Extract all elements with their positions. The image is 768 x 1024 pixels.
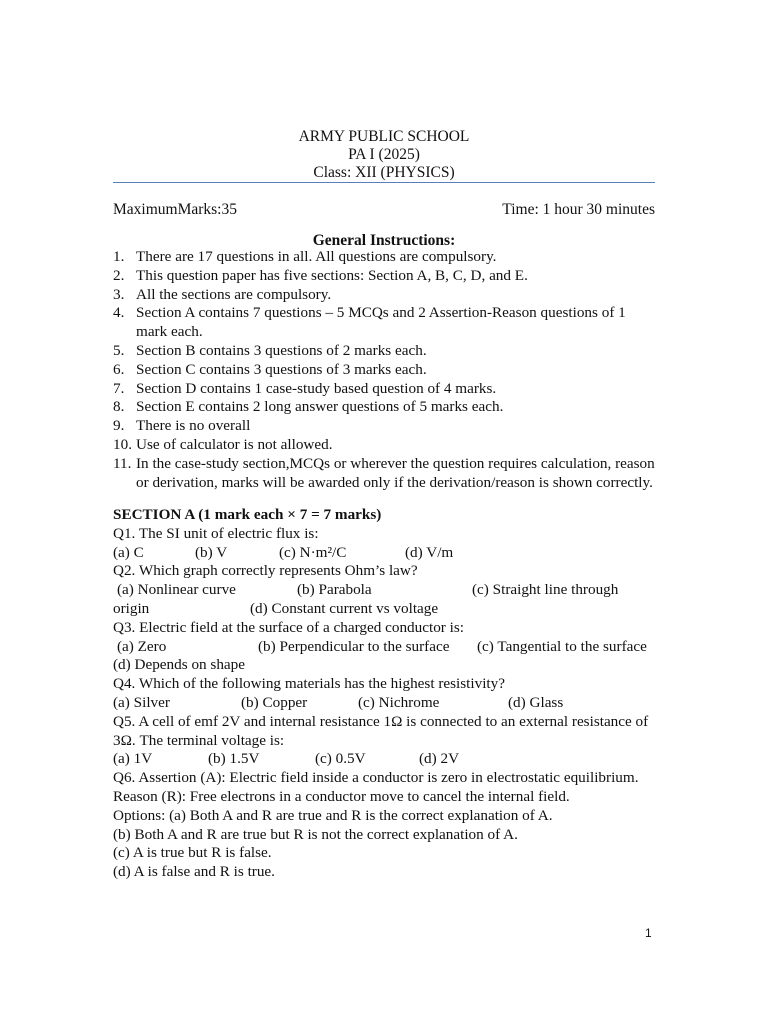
question-q6-assertion: Q6. Assertion (A): Electric field inside a conductor is zero in electrostatic equilibrium. [113, 769, 639, 787]
q6-option-c: (c) A is true but R is false. [113, 844, 272, 862]
q6-option-d: (d) A is false and R is true. [113, 863, 275, 881]
question-q6-reason: Reason (R): Free electrons in a conductor move to cancel the internal field. [113, 787, 570, 805]
q1-option-c: (c) N·m²/C [279, 543, 347, 561]
q1-option-a: (a) C [113, 543, 144, 561]
q2-option-c-cont: origin [113, 599, 150, 617]
instruction-text: Section B contains 3 questions of 2 marks each. [136, 341, 427, 359]
instruction-item [113, 267, 658, 286]
instruction-number: 11. [113, 454, 132, 472]
instruction-item [113, 342, 658, 361]
q5-options [113, 750, 658, 769]
instruction-text: All the sections are compulsory. [136, 285, 332, 303]
instruction-number: 7. [113, 379, 125, 397]
section-a-title: SECTION A (1 mark each × 7 = 7 marks) [113, 506, 382, 523]
question-q5: Q5. A cell of emf 2V and internal resistance 1Ω is connected to an external resistance of [113, 712, 649, 730]
q3-options [113, 638, 658, 657]
q6-option-a: Options: (a) Both A and R are true and R is the correct explanation of A. [113, 806, 553, 824]
question-q3: Q3. Electric field at the surface of a charged conductor is: [113, 618, 464, 636]
instruction-number: 1. [113, 248, 125, 265]
q5-option-b: (b) 1.5V [208, 750, 260, 768]
instruction-number: 4. [113, 304, 125, 322]
question-q1: Q1. The SI unit of electric flux is: [113, 524, 319, 542]
q5-option-d: (d) 2V [419, 750, 460, 768]
exam-name: PA I (2025) [348, 146, 420, 163]
q2-option-d: (d) Constant current vs voltage [250, 599, 439, 617]
instruction-item [113, 248, 658, 267]
instruction-text: Section A contains 7 questions – 5 MCQs and 2 Assertion-Reason questions of 1 mark each. [136, 304, 626, 341]
instruction-item [113, 380, 658, 399]
q2-options-cont [113, 600, 658, 619]
q3-option-a: (a) Zero [117, 637, 167, 655]
q5-option-c: (c) 0.5V [315, 750, 366, 768]
question-q4: Q4. Which of the following materials has the highest resistivity? [113, 675, 505, 693]
instruction-number: 9. [113, 417, 125, 435]
instruction-item [113, 455, 658, 493]
instruction-text: Section C contains 3 questions of 3 marks each. [136, 360, 427, 378]
instruction-text: In the case-study section,MCQs or wherever the question requires calculation, reason or derivation, marks will be awarded only if the derivation/reason is shown correctly. [136, 454, 655, 491]
q4-options [113, 694, 658, 713]
instruction-item [113, 417, 658, 436]
q3-option-d: (d) Depends on shape [113, 656, 246, 674]
section-a [113, 506, 658, 882]
instructions-list [113, 248, 658, 492]
q4-option-b: (b) Copper [241, 693, 308, 711]
school-name: ARMY PUBLIC SCHOOL [298, 128, 470, 145]
question-q5-cont: 3Ω. The terminal voltage is: [113, 731, 285, 749]
instruction-text: There is no overall [136, 417, 251, 435]
q4-option-c: (c) Nichrome [358, 693, 440, 711]
marks-time-row [113, 201, 655, 219]
instruction-text: Use of calculator is not allowed. [136, 435, 333, 453]
page-number: 1 [645, 926, 652, 940]
class-subject: Class: XII (PHYSICS) [313, 164, 455, 181]
instruction-number: 5. [113, 341, 125, 359]
q2-option-c: (c) Straight line through [472, 581, 619, 599]
q5-option-a: (a) 1V [113, 750, 153, 768]
instruction-item [113, 398, 658, 417]
maximum-marks: MaximumMarks:35 [113, 201, 237, 218]
instruction-text: Section E contains 2 long answer questions of 5 marks each. [136, 398, 504, 416]
instruction-number: 10. [113, 435, 132, 453]
q3-option-b: (b) Perpendicular to the surface [258, 637, 450, 655]
instruction-text: Section D contains 1 case-study based question of 4 marks. [136, 379, 497, 397]
q1-option-d: (d) V/m [405, 543, 454, 561]
header-divider [113, 182, 655, 183]
instruction-number: 8. [113, 398, 125, 416]
q2-option-b: (b) Parabola [297, 581, 372, 599]
instruction-number: 2. [113, 266, 125, 284]
time-allowed: Time: 1 hour 30 minutes [502, 201, 655, 218]
question-q2: Q2. Which graph correctly represents Ohm’s law? [113, 562, 418, 580]
instruction-number: 6. [113, 360, 125, 378]
instruction-number: 3. [113, 285, 125, 303]
instruction-item [113, 436, 658, 455]
q1-option-b: (b) V [195, 543, 228, 561]
q2-options [113, 581, 658, 600]
instruction-item [113, 361, 658, 380]
instruction-text: This question paper has five sections: Section A, B, C, D, and E. [136, 266, 528, 284]
q3-option-c: (c) Tangential to the surface [477, 637, 647, 655]
q2-option-a: (a) Nonlinear curve [117, 581, 236, 599]
q1-options [113, 544, 658, 563]
general-instructions-title: General Instructions: [312, 232, 456, 249]
instruction-text: There are 17 questions in all. All questions are compulsory. [136, 248, 497, 265]
q4-option-a: (a) Silver [113, 693, 170, 711]
q6-option-b: (b) Both A and R are true but R is not the correct explanation of A. [113, 825, 518, 843]
instruction-item [113, 304, 658, 342]
q4-option-d: (d) Glass [508, 693, 564, 711]
instruction-item [113, 286, 658, 305]
